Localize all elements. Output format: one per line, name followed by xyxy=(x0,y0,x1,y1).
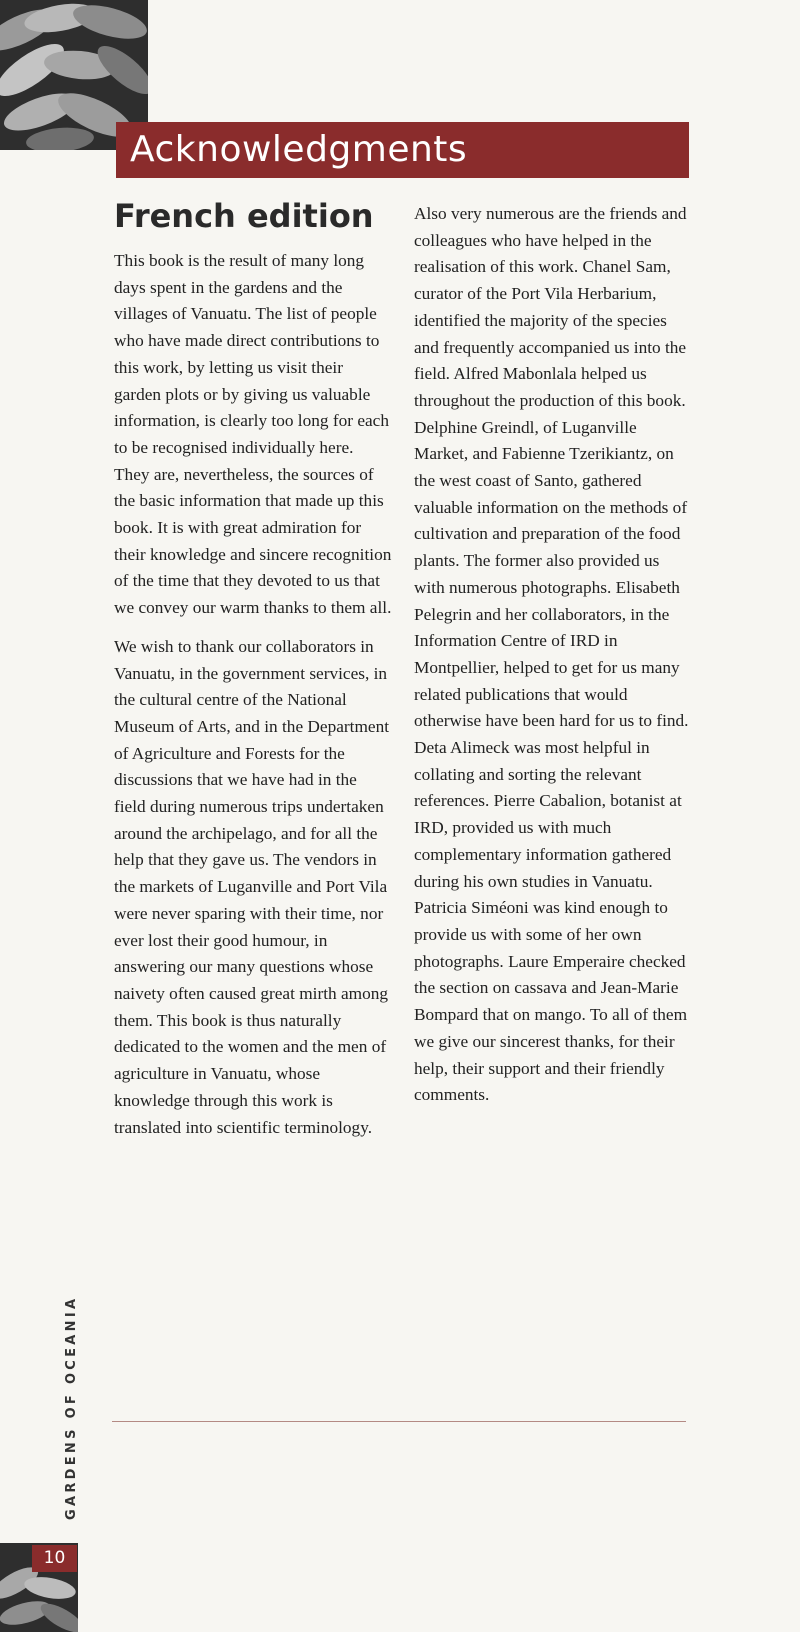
right-column xyxy=(414,201,692,1121)
paragraph: Also very numerous are the friends and colleagues who have helped in the realisation of this work. Chanel Sam, curator of the Port Vila Herbarium, identified the majority of the species and frequently accompanied us into the field. Alfred Mabonlala helped us throughout the production of this book. Delphine Greindl, of Luganville Market, and Fabienne Tzerikiantz, on the west coast of Santo, gathered valuable information on the methods of cultivation and preparation of the food plants. The former also provided us with numerous photographs. Elisabeth Pelegrin and her collaborators, in the Information Centre of IRD in Montpellier, helped to get for us many related publications that would otherwise have been hard for us to find. Deta Alimeck was most helpful in collating and sorting the relevant references. Pierre Cabalion, botanist at IRD, provided us with much complementary information gathered during his own studies in Vanuatu. Patricia Siméoni was kind enough to provide us with some of her own photographs. Laure Emperaire checked the section on cassava and Jean-Marie Bompard that on mango. To all of them we give our sincerest thanks, for their help, their support and their friendly comments. xyxy=(414,204,689,1105)
paragraph: This book is the result of many long days spent in the gardens and the villages of Vanuatu. The list of people who have made direct contributions to this work, by letting us visit their garden plots or by giving us valuable information, is clearly too long for each to be recognised individually here. They are, nevertheless, the sources of the basic information that made up this book. It is with great admiration for their knowledge and sincere recognition of the time that they devoted to us that we convey our warm thanks to them all. xyxy=(114,251,392,618)
section-heading: French edition xyxy=(114,197,374,235)
running-title: GARDENS OF OCEANIA xyxy=(64,1295,79,1520)
paragraph: We wish to thank our collaborators in Vanuatu, in the government services, in the cultural centre of the National Museum of Arts, and in the Department of Agriculture and Forests for the discussions that we have had in the field during numerous trips undertaken around the archipelago, and for all the help that they gave us. The vendors in the markets of Luganville and Port Vila were never sparing with their time, nor ever lost their good humour, in answering our many questions whose naivety often caused great mirth among them. This book is thus naturally dedicated to the women and the men of agriculture in Vanuatu, whose knowledge through this work is translated into scientific terminology. xyxy=(114,636,390,1137)
left-column xyxy=(114,196,392,1153)
footer-divider xyxy=(112,1421,686,1422)
page-title: Acknowledgments xyxy=(130,129,468,170)
page-number: 10 xyxy=(32,1545,77,1572)
